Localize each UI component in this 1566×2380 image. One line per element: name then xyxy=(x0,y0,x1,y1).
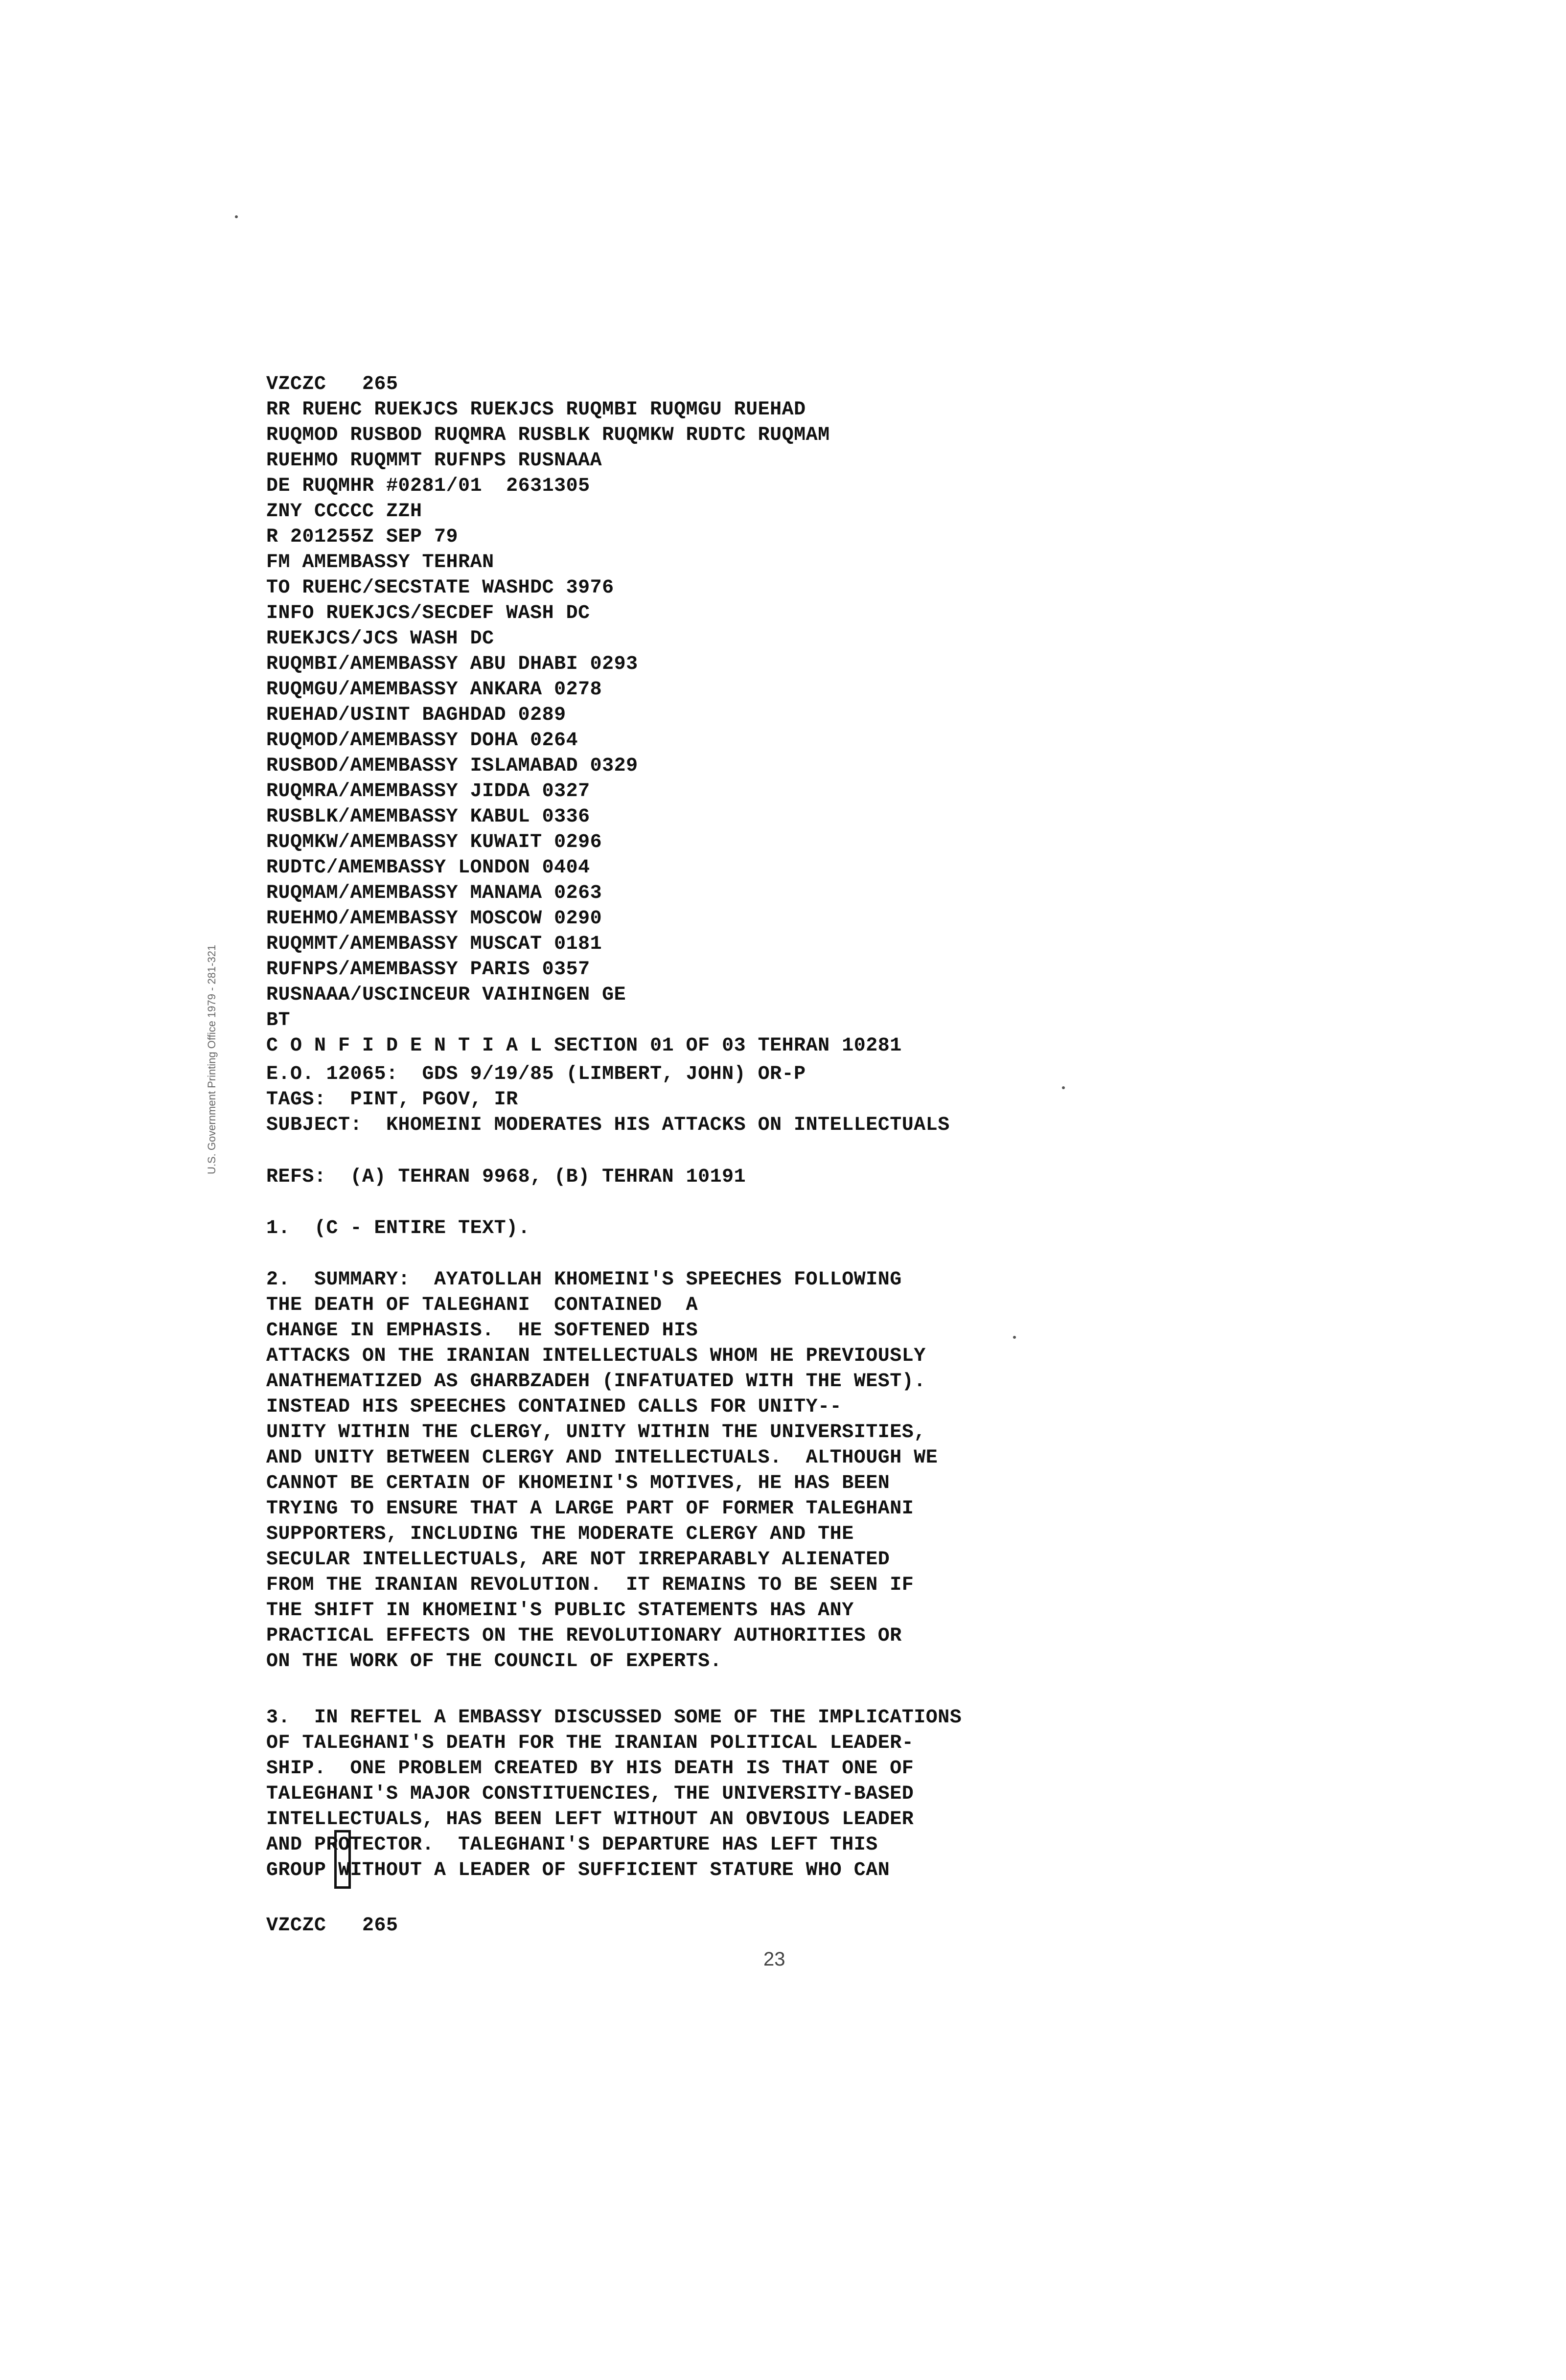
paragraph-2-line: ON THE WORK OF THE COUNCIL OF EXPERTS. xyxy=(266,1650,722,1672)
paragraph-3-line: SHIP. ONE PROBLEM CREATED BY HIS DEATH IS THAT ONE OF xyxy=(266,1758,914,1780)
paragraph-2-line: 2. SUMMARY: AYATOLLAH KHOMEINI'S SPEECHES FOLLOWING xyxy=(266,1269,902,1291)
paragraph-2-line: AND UNITY BETWEEN CLERGY AND INTELLECTUALS. ALTHOUGH WE xyxy=(266,1447,938,1469)
eo-line: E.O. 12065: GDS 9/19/85 (LIMBERT, JOHN) OR-P xyxy=(266,1063,806,1085)
header-line: RUSBOD/AMEMBASSY ISLAMABAD 0329 xyxy=(266,755,638,777)
header-line: RUEHMO/AMEMBASSY MOSCOW 0290 xyxy=(266,908,602,930)
scan-speck xyxy=(1062,1086,1065,1089)
header-line: FM AMEMBASSY TEHRAN xyxy=(266,551,494,573)
paragraph-2-summary xyxy=(266,1267,938,1674)
paragraph-2-line: INSTEAD HIS SPEECHES CONTAINED CALLS FOR UNITY-- xyxy=(266,1396,842,1418)
routing-header xyxy=(266,372,902,1059)
header-line: R 201255Z SEP 79 xyxy=(266,526,459,548)
paragraph-3 xyxy=(266,1705,962,1883)
header-line: RUEKJCS/JCS WASH DC xyxy=(266,628,494,650)
header-line: TO RUEHC/SECSTATE WASHDC 3976 xyxy=(266,577,614,599)
paragraph-2-line: SECULAR INTELLECTUALS, ARE NOT IRREPARABLY ALIENATED xyxy=(266,1549,890,1571)
header-line: RUDTC/AMEMBASSY LONDON 0404 xyxy=(266,857,590,879)
paragraph-2-line: UNITY WITHIN THE CLERGY, UNITY WITHIN THE UNIVERSITIES, xyxy=(266,1421,926,1443)
header-line: RUQMOD/AMEMBASSY DOHA 0264 xyxy=(266,730,578,752)
header-line: RUEHMO RUQMMT RUFNPS RUSNAAA xyxy=(266,450,602,472)
header-line: ZNY CCCCC ZZH xyxy=(266,501,422,523)
paragraph-2-line: THE DEATH OF TALEGHANI CONTAINED A xyxy=(266,1294,698,1316)
paragraph-2-line: TRYING TO ENSURE THAT A LARGE PART OF FORMER TALEGHANI xyxy=(266,1498,914,1520)
tags-line: TAGS: PINT, PGOV, IR xyxy=(266,1089,518,1111)
header-line: RUQMOD RUSBOD RUQMRA RUSBLK RUQMKW RUDTC RUQMAM xyxy=(266,424,830,446)
footer-line: VZCZC 265 xyxy=(266,1915,398,1937)
paragraph-2-line: SUPPORTERS, INCLUDING THE MODERATE CLERGY AND THE xyxy=(266,1523,854,1545)
header-line: RUQMGU/AMEMBASSY ANKARA 0278 xyxy=(266,679,602,701)
header-line: RUQMMT/AMEMBASSY MUSCAT 0181 xyxy=(266,933,602,955)
header-line: RUSBLK/AMEMBASSY KABUL 0336 xyxy=(266,806,590,828)
header-line: BT xyxy=(266,1009,291,1031)
header-line: C O N F I D E N T I A L SECTION 01 OF 03 TEHRAN 10281 xyxy=(266,1035,902,1057)
paragraph-2-line: FROM THE IRANIAN REVOLUTION. IT REMAINS TO BE SEEN IF xyxy=(266,1574,914,1596)
header-line: RUSNAAA/USCINCEUR VAIHINGEN GE xyxy=(266,984,626,1006)
header-line: RR RUEHC RUEKJCS RUEKJCS RUQMBI RUQMGU RUEHAD xyxy=(266,399,806,421)
paragraph-3-line: 3. IN REFTEL A EMBASSY DISCUSSED SOME OF THE IMPLICATIONS xyxy=(266,1707,962,1729)
paragraph-1: 1. (C - ENTIRE TEXT). xyxy=(266,1217,530,1239)
paragraph-3-line: INTELLECTUALS, HAS BEEN LEFT WITHOUT AN OBVIOUS LEADER xyxy=(266,1808,914,1831)
header-line: RUQMKW/AMEMBASSY KUWAIT 0296 xyxy=(266,831,602,853)
paragraph-2-line: PRACTICAL EFFECTS ON THE REVOLUTIONARY AUTHORITIES OR xyxy=(266,1625,902,1647)
header-line: RUQMAM/AMEMBASSY MANAMA 0263 xyxy=(266,882,602,904)
paragraph-3-line: GROUP WITHOUT A LEADER OF SUFFICIENT STATURE WHO CAN xyxy=(266,1859,890,1881)
paragraph-2-line: ANATHEMATIZED AS GHARBZADEH (INFATUATED WITH THE WEST). xyxy=(266,1371,926,1393)
paragraph-2-line: CANNOT BE CERTAIN OF KHOMEINI'S MOTIVES, HE HAS BEEN xyxy=(266,1472,890,1494)
paragraph-3-line: AND PROTECTOR. TALEGHANI'S DEPARTURE HAS LEFT THIS xyxy=(266,1834,878,1856)
header-line: RUQMBI/AMEMBASSY ABU DHABI 0293 xyxy=(266,653,638,675)
scan-speck xyxy=(235,215,238,218)
side-print-stamp: U.S. Government Printing Office 1979 - 281-321 xyxy=(206,944,218,1174)
paragraph-3-line: TALEGHANI'S MAJOR CONSTITUENCIES, THE UNIVERSITY-BASED xyxy=(266,1783,914,1805)
header-line: VZCZC 265 xyxy=(266,373,398,395)
scan-speck xyxy=(1013,1336,1016,1339)
paragraph-2-line: CHANGE IN EMPHASIS. HE SOFTENED HIS xyxy=(266,1320,698,1342)
header-line: DE RUQMHR #0281/01 2631305 xyxy=(266,475,590,497)
header-line: RUFNPS/AMEMBASSY PARIS 0357 xyxy=(266,959,590,981)
header-line: RUEHAD/USINT BAGHDAD 0289 xyxy=(266,704,566,726)
margin-bracket-mark xyxy=(334,1830,351,1889)
paragraph-2-line: ATTACKS ON THE IRANIAN INTELLECTUALS WHOM HE PREVIOUSLY xyxy=(266,1345,926,1367)
subject-line: SUBJECT: KHOMEINI MODERATES HIS ATTACKS ON INTELLECTUALS xyxy=(266,1114,950,1136)
header-line: INFO RUEKJCS/SECDEF WASH DC xyxy=(266,602,590,624)
header-line: RUQMRA/AMEMBASSY JIDDA 0327 xyxy=(266,780,590,802)
page-number: 23 xyxy=(763,1948,785,1970)
refs-line: REFS: (A) TEHRAN 9968, (B) TEHRAN 10191 xyxy=(266,1166,746,1188)
paragraph-2-line: THE SHIFT IN KHOMEINI'S PUBLIC STATEMENTS HAS ANY xyxy=(266,1600,854,1622)
paragraph-3-line: OF TALEGHANI'S DEATH FOR THE IRANIAN POLITICAL LEADER- xyxy=(266,1732,914,1754)
